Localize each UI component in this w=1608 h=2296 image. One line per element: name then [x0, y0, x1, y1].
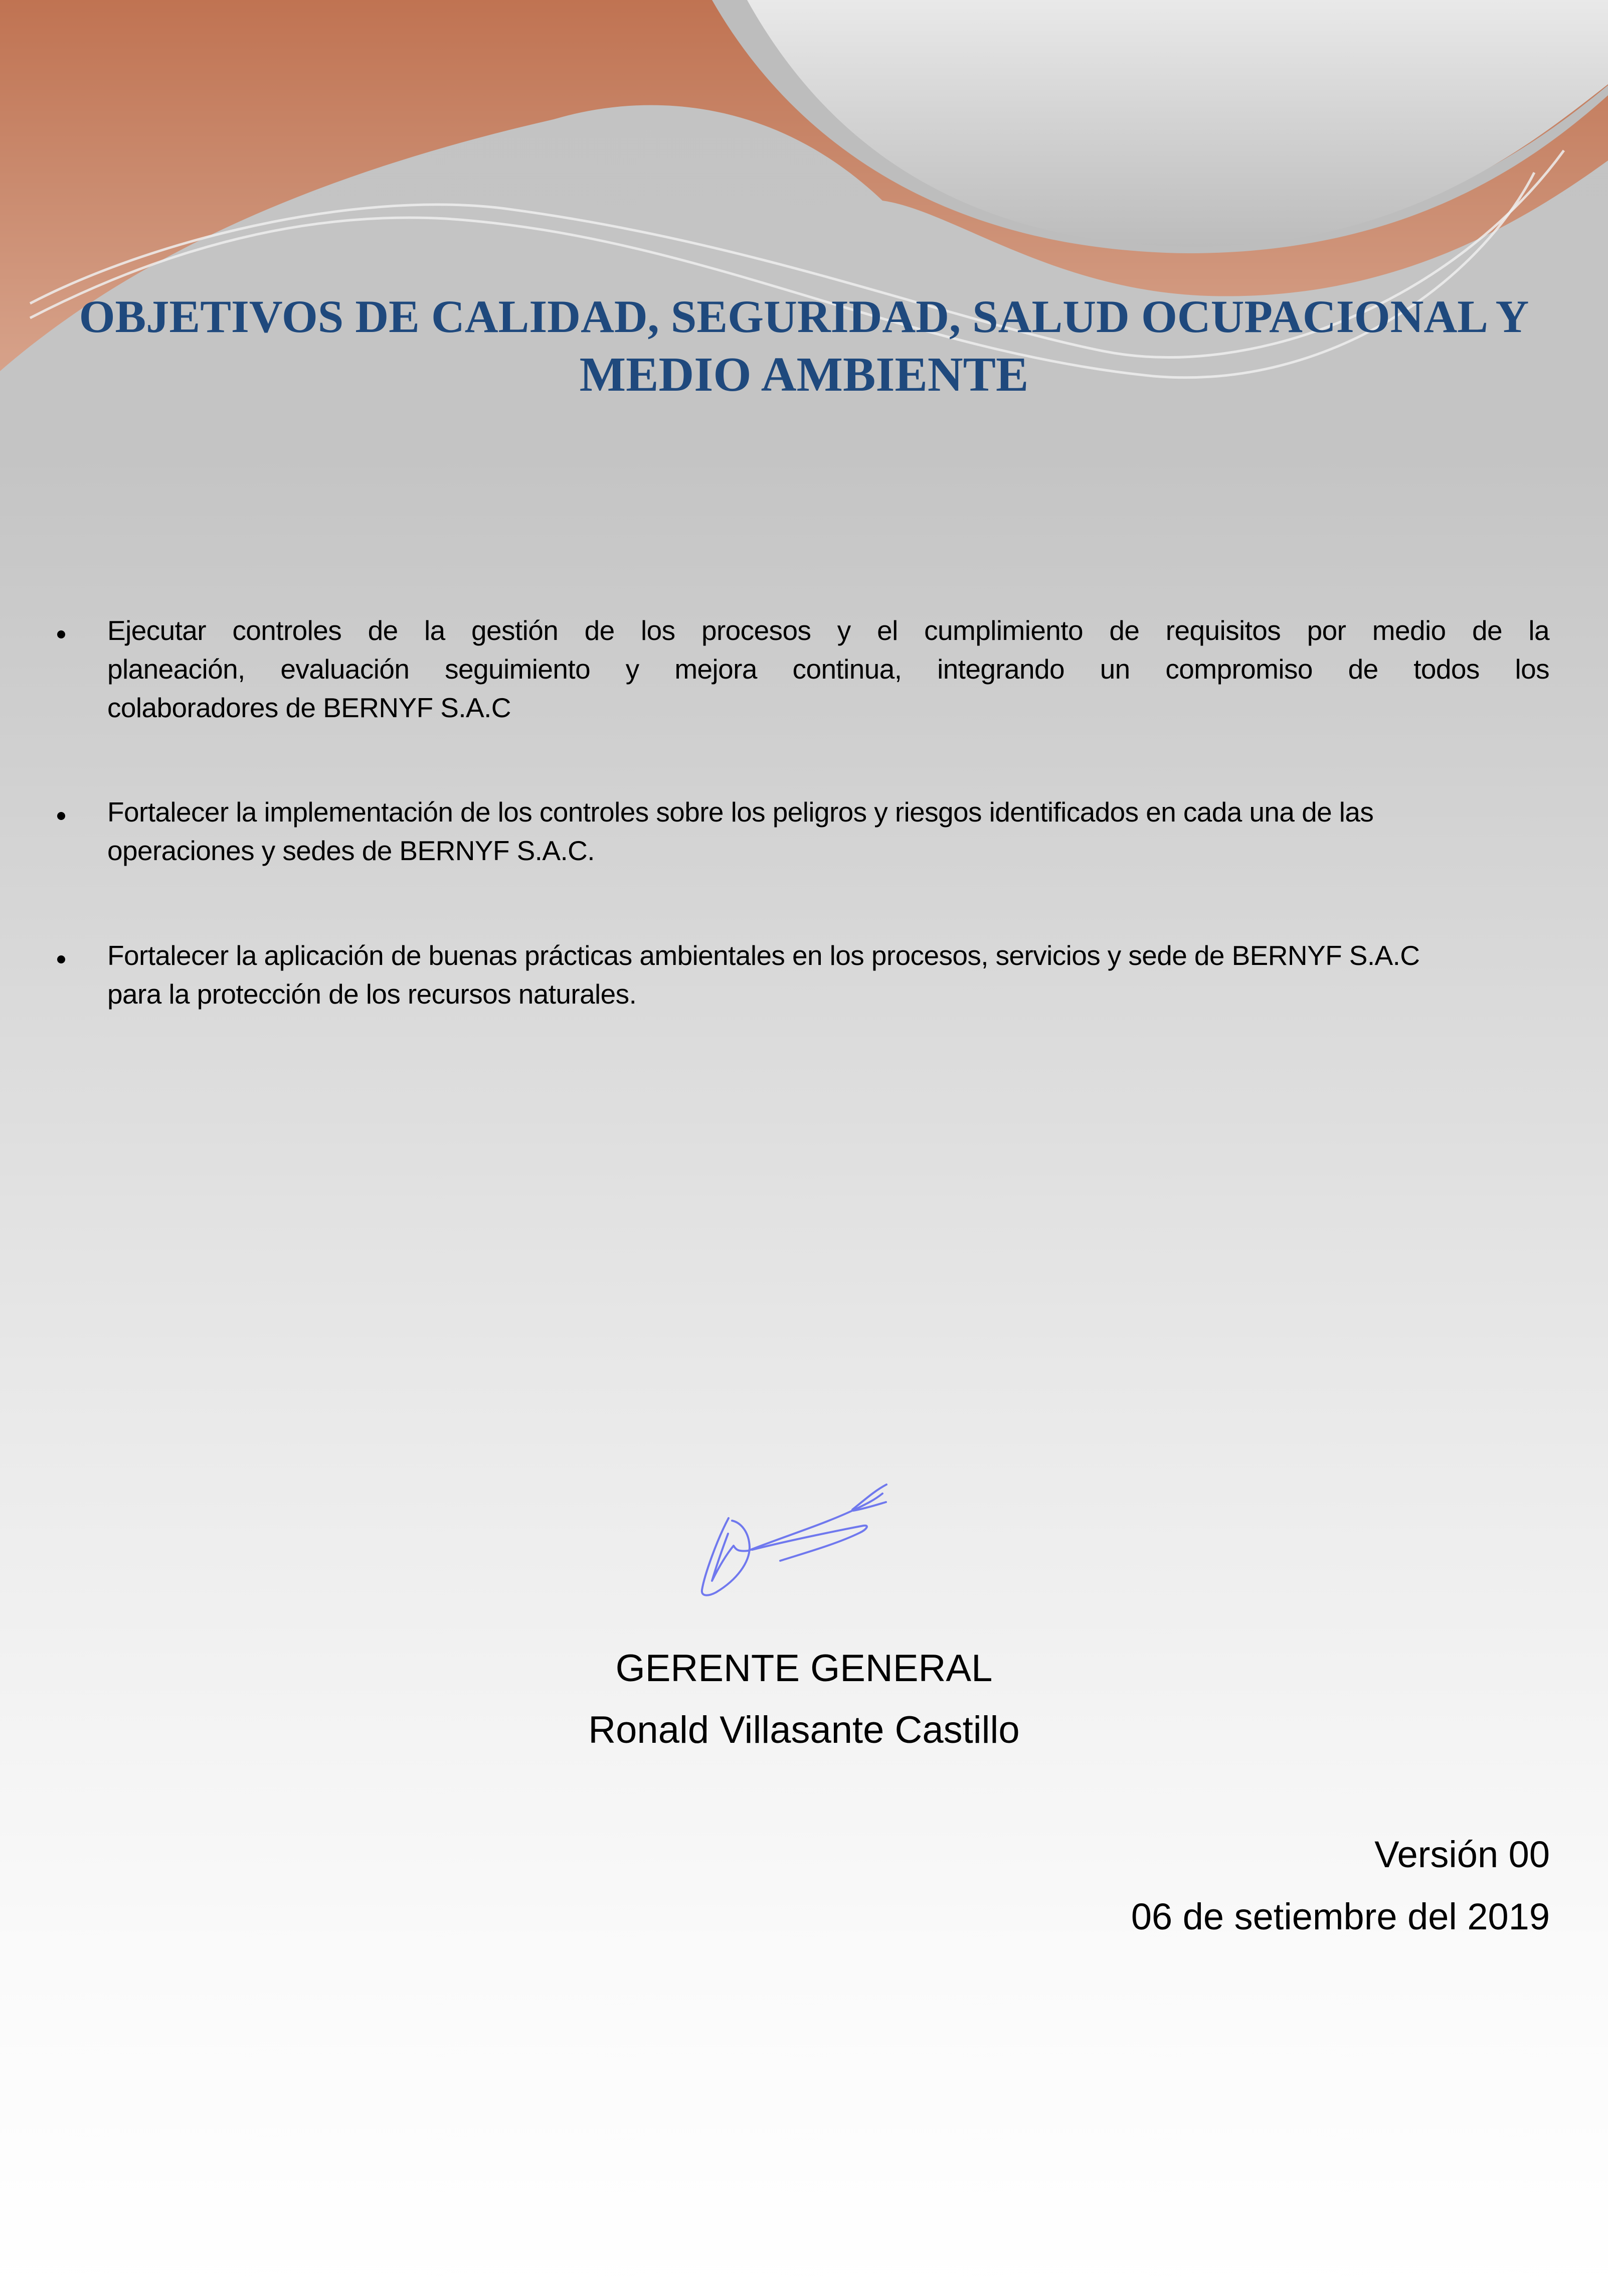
objective-line: operaciones y sedes de BERNYF S.A.C. [107, 835, 595, 866]
bullet-icon [57, 812, 65, 820]
bullet-icon [57, 955, 65, 963]
objective-line: planeación, evaluación seguimiento y mejora continua, integrando un compromiso de todos los [107, 653, 1549, 685]
objective-line: Fortalecer la aplicación de buenas prácticas ambientales en los procesos, servicios y sede de BERNYF S.A.C [107, 940, 1420, 971]
handwritten-signature [692, 1477, 903, 1602]
document-version: Versión 00 [1374, 1834, 1550, 1875]
bullet-icon [57, 630, 65, 638]
objective-line: colaboradores de BERNYF S.A.C [107, 692, 511, 723]
page-title [75, 288, 1533, 404]
objective-line: para la protección de los recursos naturales. [107, 978, 637, 1010]
objective-line: Fortalecer la implementación de los controles sobre los peligros y riesgos identificados en cada una de las [107, 796, 1374, 828]
title-line: OBJETIVOS DE CALIDAD, SEGURIDAD, SALUD OCUPACIONAL Y [79, 291, 1529, 343]
signer-name: Ronald Villasante Castillo [588, 1709, 1020, 1751]
document-date: 06 de setiembre del 2019 [1131, 1896, 1550, 1937]
signer-role: GERENTE GENERAL [615, 1647, 993, 1690]
objective-line: Ejecutar controles de la gestión de los procesos y el cumplimiento de requisitos por medio de la [107, 615, 1549, 646]
title-line: MEDIO AMBIENTE [579, 348, 1029, 402]
